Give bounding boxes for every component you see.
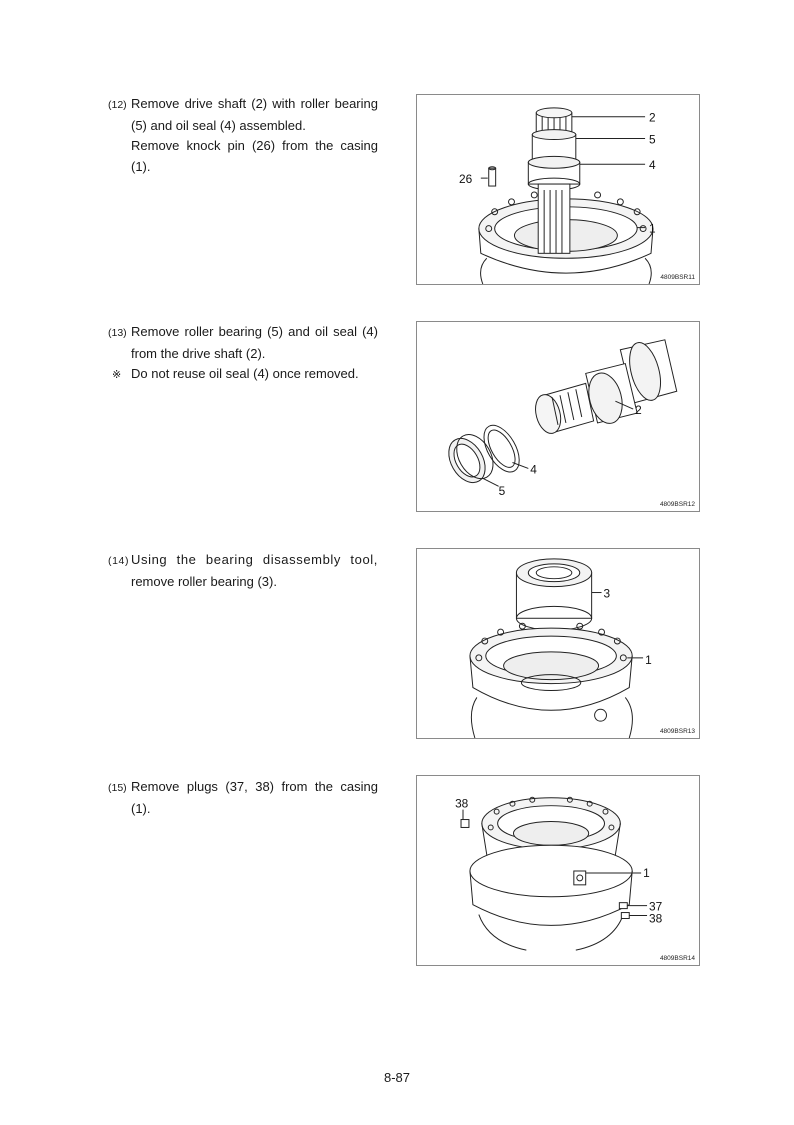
callout-38-lower: 38 (649, 911, 663, 926)
casing-bearing-illustration (417, 549, 699, 738)
callout-5: 5 (498, 484, 506, 499)
step-text: (5) and oil seal (4) assembled. (131, 117, 306, 133)
callout-1: 1 (645, 652, 652, 667)
step-13 (108, 322, 378, 386)
step-text: (1). (131, 158, 151, 174)
step-text: Remove knock pin (26) from the casing (131, 138, 378, 153)
callout-1: 1 (643, 865, 650, 880)
figure-drive-shaft-removal (416, 94, 700, 285)
shaft-bearing-illustration (417, 322, 699, 511)
step-text: from the drive shaft (2). (131, 345, 266, 361)
figure-code: 4809BSR13 (659, 728, 695, 735)
figure-plug-removal (416, 775, 700, 966)
page-number: 8-87 (383, 1070, 411, 1085)
step-text: (1). (131, 800, 151, 816)
step-number: (13) (108, 327, 127, 339)
figure-bearing-seal-removal (416, 321, 700, 512)
step-text: Remove roller bearing (5) and oil seal (4) (131, 324, 378, 339)
note-text: Do not reuse oil seal (4) once removed. (131, 366, 359, 381)
step-text: remove roller bearing (3). (131, 573, 277, 589)
callout-26: 26 (459, 172, 473, 187)
callout-5: 5 (649, 132, 656, 147)
figure-code: 4809BSR12 (659, 501, 695, 508)
drive-shaft-illustration (417, 95, 699, 284)
step-text: Remove plugs (37, 38) from the casing (131, 779, 378, 794)
callout-2: 2 (635, 403, 642, 418)
callout-3: 3 (603, 586, 611, 601)
step-number: (15) (108, 782, 127, 794)
step-15 (108, 777, 378, 819)
step-text: Using the bearing disassembly tool, (131, 552, 378, 567)
step-number: (12) (108, 99, 127, 111)
step-12 (108, 94, 378, 177)
figure-code: 4809BSR14 (659, 955, 695, 962)
figure-bearing-3-removal (416, 548, 700, 739)
figure-code: 4809BSR11 (660, 274, 695, 281)
step-14 (108, 550, 378, 592)
callout-1: 1 (649, 221, 656, 236)
callout-4: 4 (530, 462, 537, 477)
step-number: (14) (108, 555, 130, 567)
note-mark: ※ (112, 369, 122, 381)
callout-4: 4 (649, 158, 656, 173)
caution-note (108, 364, 378, 386)
step-text: Remove drive shaft (2) with roller bearing (131, 96, 378, 111)
callout-37: 37 (649, 899, 663, 914)
callout-38: 38 (455, 796, 469, 811)
callout-2: 2 (649, 110, 656, 125)
casing-plugs-illustration (417, 776, 699, 965)
